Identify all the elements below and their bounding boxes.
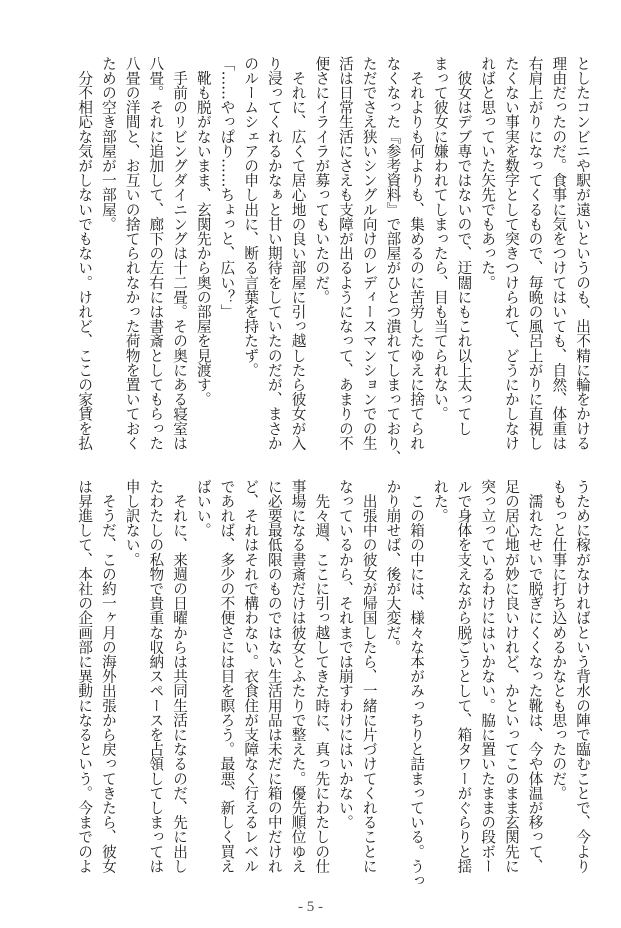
text-line: 手前のリビングダイニングは十二畳。その奥にある寝室は (171, 56, 189, 451)
text-line: 足の居心地が妙に良いけれど、かといってこのまま玄関先に (502, 479, 520, 874)
text-line: それに、広くて居心地の良い部屋に引っ越したら彼女が入 (289, 56, 307, 451)
page-number: - 5 - (298, 899, 323, 915)
text-line: ただでさえ狭いシングル向けのレディースマンションでの生 (360, 56, 378, 451)
text-line: それよりも何よりも、集めるのに苦労したゆえに捨てられ (408, 56, 426, 451)
text-line: 彼女はデブ専ではないので、迂闊にもこれ以上太ってし (455, 56, 473, 436)
text-line: は昇進して、本社の企画部に異動になるという。今までのよ (76, 479, 94, 874)
text-line: なくなった『参考資料』で部屋がひとつ潰れてしまっており、 (384, 56, 402, 465)
text-line: ばいい。 (194, 479, 212, 538)
text-line: 先々週、ここに引っ越してきた時に、真っ先にわたしの仕 (313, 479, 331, 874)
text-line: それに、来週の日曜からは共同生活になるのだ、先に出し (171, 479, 189, 874)
text-line: れた。 (431, 479, 449, 523)
text-line: り浸ってくれるかなぁと甘い期待をしていたのだが、まさか (265, 56, 283, 451)
text-line: なっているから、それまでは崩すわけにはいかない。 (336, 479, 354, 830)
text-line: 靴も脱がないまま、玄関先から奥の部屋を見渡す。 (194, 56, 212, 407)
text-line: たわたしの私物で貴重な収納スペースを占領してしまっては (147, 479, 165, 874)
text-line: ればと思っていた矢先でもあった。 (479, 56, 497, 290)
text-line: 理由だったのだ。食事に気をつけてはいても、自然、体重は (550, 56, 568, 451)
text-line: ももっと仕事に打ち込めるかなとも思ったのだ。 (550, 479, 568, 801)
text-line: 濡れたせいで脱ぎにくくなった靴は、今や体温が移って、 (526, 479, 544, 874)
text-line: 突っ立っているわけにはいかない。脇に置いたままの段ボー (479, 479, 497, 874)
text-line: 「……やっぱり……ちょっと、広い？」 (218, 56, 236, 319)
text-line: 八畳。それに追加して、廊下の左右には書斎としてもらった (147, 56, 165, 451)
text-line: 出張中の彼女が帰国したら、一緒に片づけてくれることに (360, 479, 378, 874)
text-line: たくない事実を数字として突きつけられて、どうにかしなけ (502, 56, 520, 451)
text-line: 事場になる書斎だけは彼女とふたりで整えた。優先順位ゆえ (289, 479, 307, 874)
text-line: そうだ、この約一ヶ月の海外出張から戻ってきたら、彼女 (99, 479, 117, 874)
text-line: 八畳の洋間と、お互いの捨てられなかった荷物を置いておく (123, 56, 141, 451)
text-line: ルで身体を支えながら脱ごうとして、箱タワーがぐらりと揺 (455, 479, 473, 874)
text-line: 右肩上がりになってくるもので、毎晩の風呂上がりに直視し (526, 56, 544, 451)
text-line: 便さにイライラが募ってもいたのだ。 (313, 56, 331, 305)
text-line: ための空き部屋が一部屋。 (99, 56, 117, 232)
text-line: 申し訳ない。 (123, 479, 141, 567)
text-block-lower (66, 479, 594, 888)
text-line: うために稼がなければという背水の陣で臨むことで、今より (574, 479, 591, 874)
text-line: のルームシェアの申し出に、断る言葉を持たず。 (242, 56, 260, 378)
text-line: この箱の中には、様々な本がみっちりと詰まっている。うっ (408, 479, 426, 888)
text-line: であれば、多少の不便さには目を瞑ろう。最悪、新しく買え (218, 479, 236, 874)
text-line: 活は日常生活にさえも支障が出るようになって、あまりの不 (336, 56, 354, 451)
text-line: 分不相応な気がしないでもない。けれど、ここの家賃を払 (76, 56, 94, 451)
text-line: かり崩せば、後が大変だ。 (384, 479, 402, 655)
text-line: に必要最低限のものではない生活用品は未だに箱の中だけれ (265, 479, 283, 874)
text-line: まって彼女に嫌われてしまったら、目も当てられない。 (431, 56, 449, 421)
text-block-upper (66, 56, 594, 465)
text-line: としたコンビニや駅が遠いというのも、出不精に輪をかける (574, 56, 591, 451)
text-line: ど、それはそれで構わない。衣食住が支障なく行えるレベル (242, 479, 260, 874)
